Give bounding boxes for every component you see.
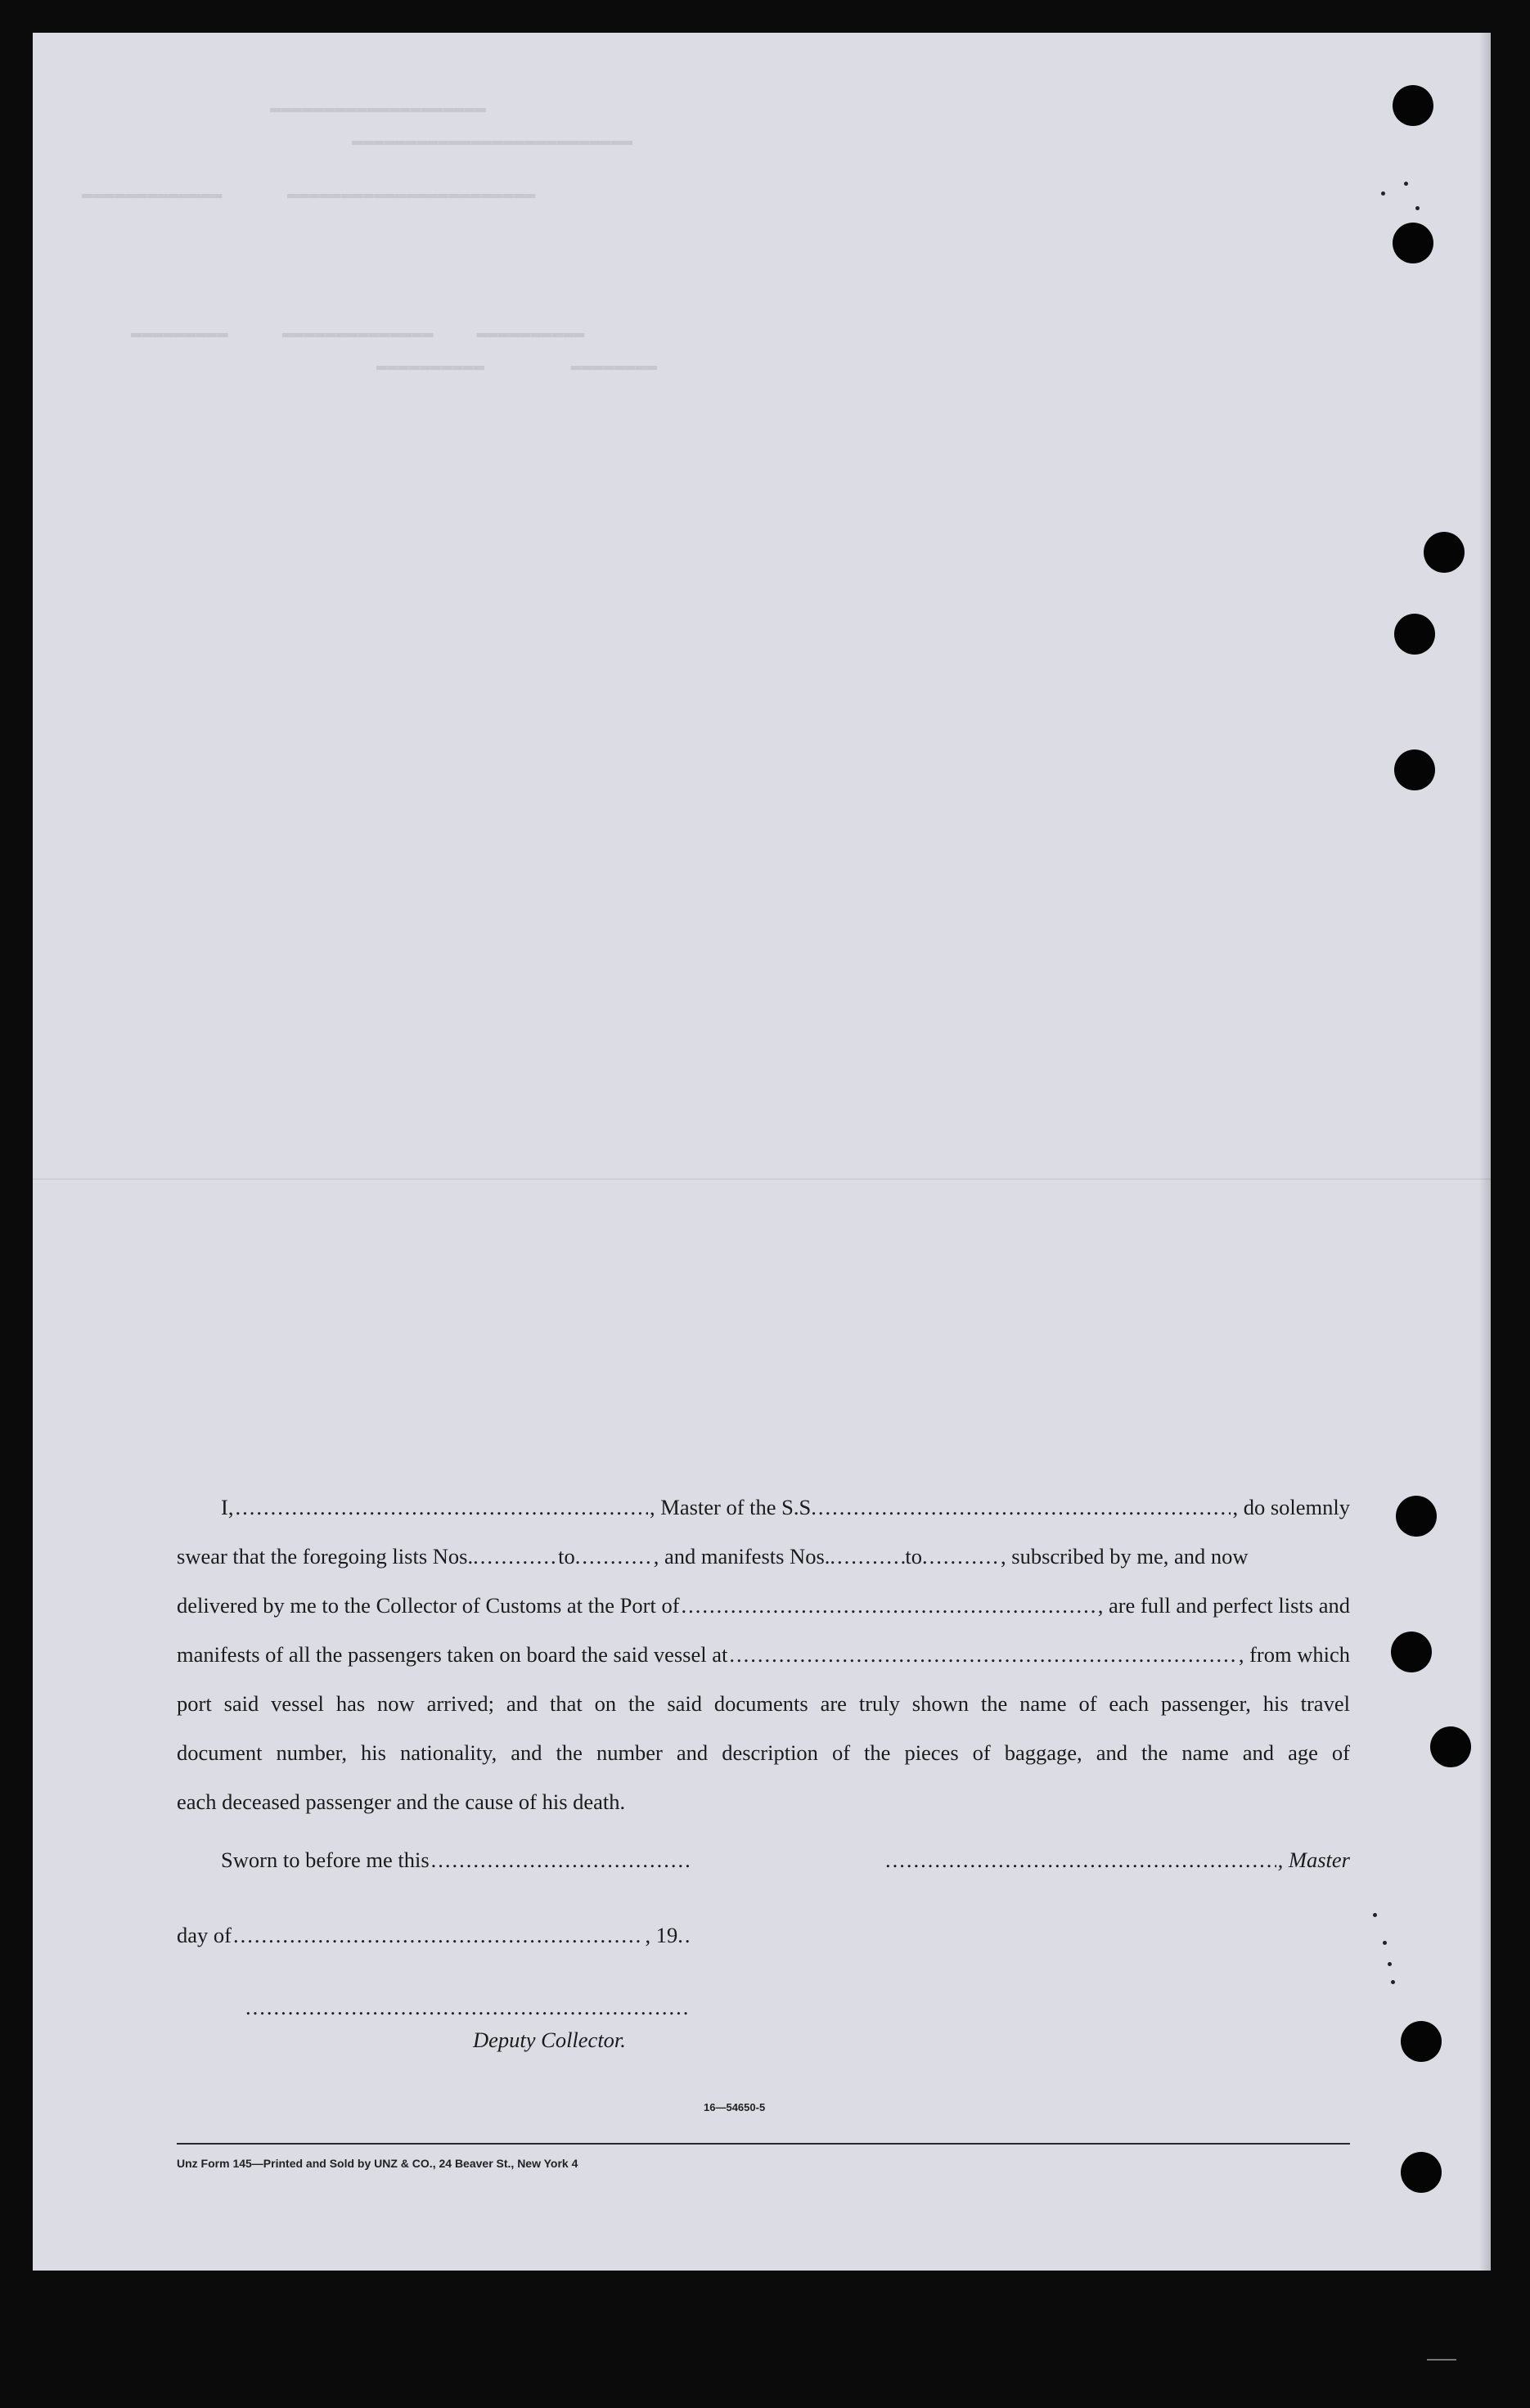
footer-rule bbox=[177, 2143, 1350, 2145]
paper-speck bbox=[1415, 206, 1420, 210]
manifests-from-blank bbox=[830, 1532, 905, 1581]
scan-scratch bbox=[1427, 2359, 1456, 2361]
vessel-name-blank bbox=[818, 1483, 1231, 1532]
year-label: , 19 bbox=[645, 1923, 678, 1947]
oath-line-1 bbox=[177, 1483, 1350, 1532]
year-blank bbox=[677, 1923, 691, 1948]
paper-speck bbox=[1381, 191, 1385, 196]
oath-line-4 bbox=[177, 1630, 1350, 1679]
oath-l1-mid: , Master of the S.S. bbox=[650, 1495, 817, 1519]
oath-l2-b: to bbox=[558, 1544, 575, 1569]
document-page bbox=[33, 33, 1491, 2271]
oath-l2-e: , subscribed by me, and now bbox=[1001, 1544, 1249, 1569]
paper-speck bbox=[1404, 182, 1408, 186]
punch-hole-6 bbox=[1396, 1496, 1437, 1537]
bleed-through-texture: ▬▬▬▬▬▬▬▬▬▬▬▬▬▬▬▬▬▬▬▬ ▬▬▬▬▬▬▬▬▬▬▬▬▬▬▬▬▬▬▬▬▬▬▬▬▬▬ ▬▬▬▬▬▬▬▬▬▬▬▬▬ ▬▬▬▬▬▬▬▬▬▬▬▬▬▬▬▬▬▬▬▬▬▬▬ ▬▬▬▬▬▬▬▬▬ ▬▬▬▬▬▬▬▬▬▬▬▬▬▬ ▬▬▬▬▬▬▬▬▬▬ ▬▬▬▬▬▬▬▬▬▬ ▬▬▬▬▬▬▬▬ bbox=[82, 98, 658, 376]
master-signature-line bbox=[884, 1848, 1350, 1873]
oath-l4-b: , from which bbox=[1238, 1642, 1350, 1667]
oath-l3-a: delivered by me to the Collector of Customs at the Port of bbox=[177, 1593, 680, 1618]
masters-oath-paragraph bbox=[177, 1483, 1350, 1826]
oath-line-6 bbox=[177, 1728, 1350, 1777]
oath-line-5 bbox=[177, 1679, 1350, 1728]
sworn-label: Sworn to before me this bbox=[221, 1848, 430, 1872]
oath-l2-a: swear that the foregoing lists Nos. bbox=[177, 1544, 474, 1569]
page-edge-shadow bbox=[1479, 33, 1491, 2271]
master-label: , Master bbox=[1277, 1848, 1350, 1872]
lists-from-blank bbox=[473, 1532, 558, 1581]
punch-hole-7 bbox=[1391, 1632, 1432, 1672]
lists-to-blank bbox=[575, 1532, 654, 1581]
oath-line-7 bbox=[177, 1777, 1350, 1826]
oath-l2-d: to bbox=[905, 1544, 923, 1569]
punch-hole-5 bbox=[1394, 749, 1435, 790]
oath-l1-start: I, bbox=[221, 1495, 234, 1519]
oath-line-3 bbox=[177, 1581, 1350, 1630]
master-name-blank bbox=[235, 1483, 648, 1532]
sworn-line bbox=[221, 1848, 691, 1873]
day-of-blank bbox=[233, 1923, 644, 1948]
oath-l7: each deceased passenger and the cause of his death. bbox=[177, 1789, 626, 1814]
oath-l5: port said vessel has now arrived; and that on the said documents are truly shown the name of each passenger, his travel bbox=[177, 1691, 1350, 1716]
punch-hole-10 bbox=[1401, 2152, 1442, 2193]
master-signature-blank bbox=[885, 1848, 1276, 1873]
punch-hole-9 bbox=[1401, 2021, 1442, 2062]
paper-speck bbox=[1383, 1941, 1387, 1945]
oath-l1-end: , do solemnly bbox=[1232, 1495, 1350, 1519]
oath-l3-b: , are full and perfect lists and bbox=[1097, 1593, 1350, 1618]
page-fold-line bbox=[33, 1178, 1491, 1180]
paper-speck bbox=[1373, 1913, 1377, 1917]
embarkation-port-blank bbox=[729, 1630, 1237, 1679]
oath-l2-c: , and manifests Nos. bbox=[653, 1544, 830, 1569]
manifests-to-blank bbox=[922, 1532, 1001, 1581]
punch-hole-1 bbox=[1393, 85, 1433, 126]
deputy-collector-label: Deputy Collector. bbox=[473, 2028, 626, 2052]
deputy-signature-blank bbox=[245, 1995, 689, 2020]
punch-hole-4 bbox=[1394, 614, 1435, 655]
printer-line: Unz Form 145—Printed and Sold by UNZ & CO., 24 Beaver St., New York 4 bbox=[177, 2157, 578, 2170]
port-blank bbox=[682, 1581, 1096, 1630]
paper-speck bbox=[1391, 1980, 1395, 1984]
sworn-date-blank bbox=[431, 1848, 689, 1873]
punch-hole-8 bbox=[1430, 1726, 1471, 1767]
paper-speck bbox=[1388, 1962, 1392, 1966]
deputy-signature-line bbox=[244, 1995, 691, 2020]
oath-l6: document number, his nationality, and the number and description of the pieces of baggage, and the name and age of bbox=[177, 1740, 1350, 1765]
punch-hole-3 bbox=[1424, 532, 1465, 573]
form-number: 16—54650-5 bbox=[704, 2101, 766, 2113]
oath-line-2 bbox=[177, 1532, 1350, 1581]
day-line bbox=[177, 1923, 691, 1948]
oath-l4-a: manifests of all the passengers taken on board the said vessel at bbox=[177, 1642, 728, 1667]
day-label: day of bbox=[177, 1923, 232, 1947]
punch-hole-2 bbox=[1393, 223, 1433, 263]
